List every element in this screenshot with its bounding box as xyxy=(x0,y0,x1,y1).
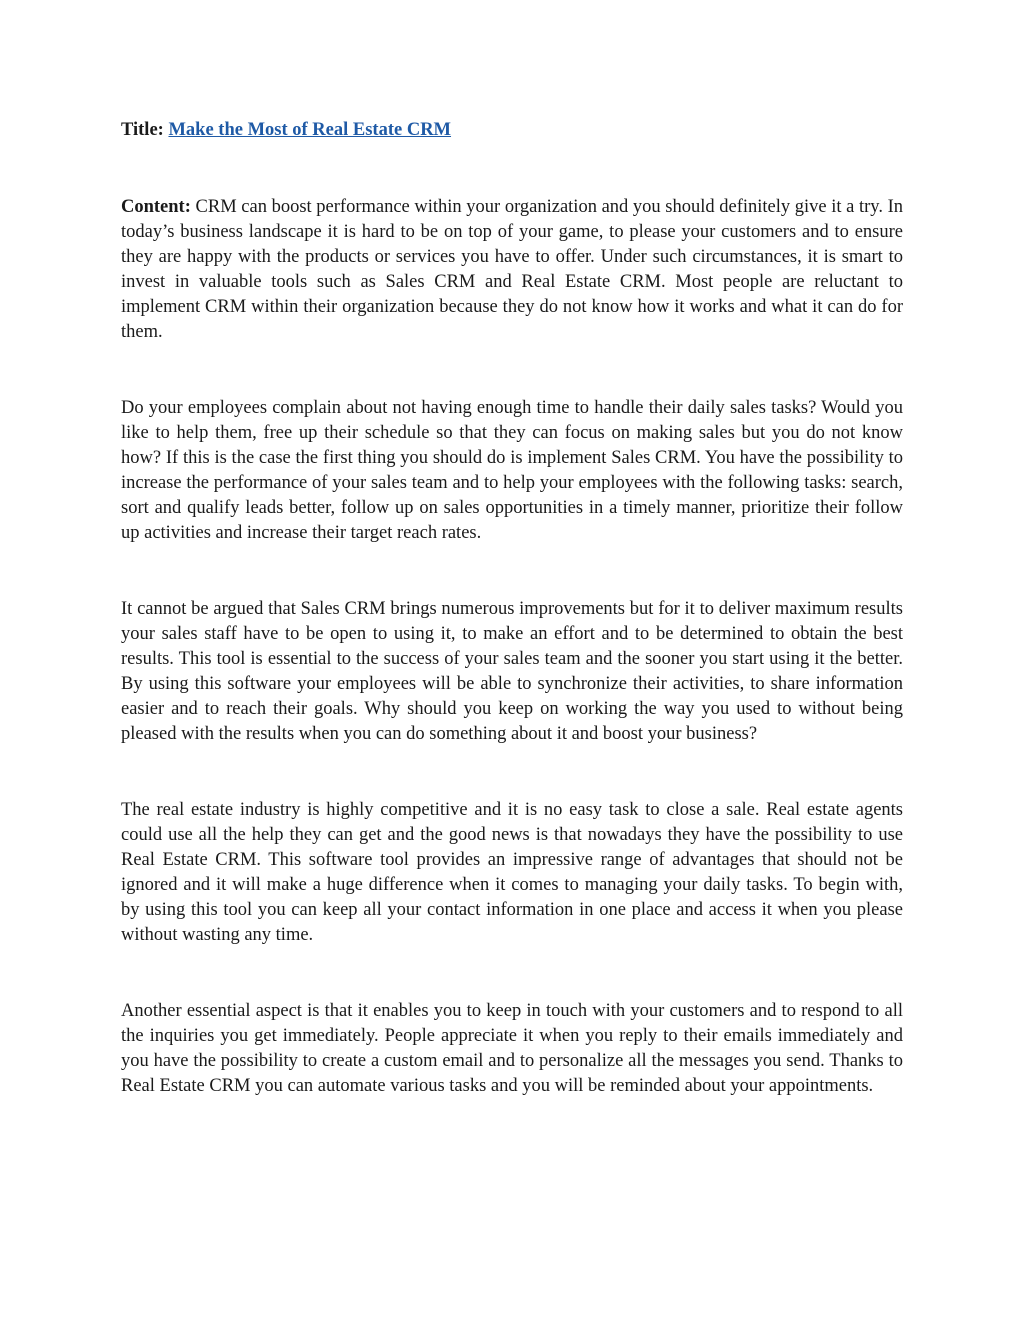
paragraph-1-text: CRM can boost performance within your organization and you should definitely give it a try. In today’s business landscape it is hard to be on top of your game, to please your customers and to ensure they are happy with the products or services you have to offer. Under such circumstances, it is smart to invest in valuable tools such as Sales CRM and Real Estate CRM. Most people are reluctant to implement CRM within their organization because they do not know how it works and what it can do for them. xyxy=(121,197,903,342)
paragraph-4: The real estate industry is highly competitive and it is no easy task to close a sale. Real estate agents could use all the help they can get and the good news is that nowadays they have the possibility to use Real Estate CRM. This software tool provides an impressive range of advantages that should not be ignored and it will make a huge difference when it comes to managing your daily tasks. To begin with, by using this tool you can keep all your contact information in one place and access it when you please without wasting any time. xyxy=(121,800,903,945)
title-line xyxy=(121,118,903,143)
content-label: Content: xyxy=(121,197,191,217)
paragraph-5: Another essential aspect is that it enables you to keep in touch with your customers and to respond to all the inquiries you get immediately. People appreciate it when you reply to their emails immediately and you have the possibility to create a custom email and to personalize all the messages you send. Thanks to Real Estate CRM you can automate various tasks and you will be reminded about your appointments. xyxy=(121,1001,903,1096)
document-page xyxy=(121,118,903,1099)
title-label: Title: xyxy=(121,120,164,140)
paragraph-2: Do your employees complain about not having enough time to handle their daily sales tasks? Would you like to help them, free up their schedule so that they can focus on making sales but you do not know how? If this is the case the first thing you should do is implement Sales CRM. You have the possibility to increase the performance of your sales team and to help your employees with the following tasks: search, sort and qualify leads better, follow up on sales opportunities in a timely manner, prioritize their follow up activities and increase their target reach rates. xyxy=(121,398,903,543)
paragraph-1 xyxy=(121,195,903,345)
title-link[interactable]: Make the Most of Real Estate CRM xyxy=(168,120,452,140)
paragraph-3: It cannot be argued that Sales CRM brings numerous improvements but for it to deliver maximum results your sales staff have to be open to using it, to make an effort and to be determined to obtain the best results. This tool is essential to the success of your sales team and the sooner you start using it the better. By using this software your employees will be able to synchronize their activities, to share information easier and to reach their goals. Why should you keep on working the way you used to without being pleased with the results when you can do something about it and boost your business? xyxy=(121,599,903,744)
